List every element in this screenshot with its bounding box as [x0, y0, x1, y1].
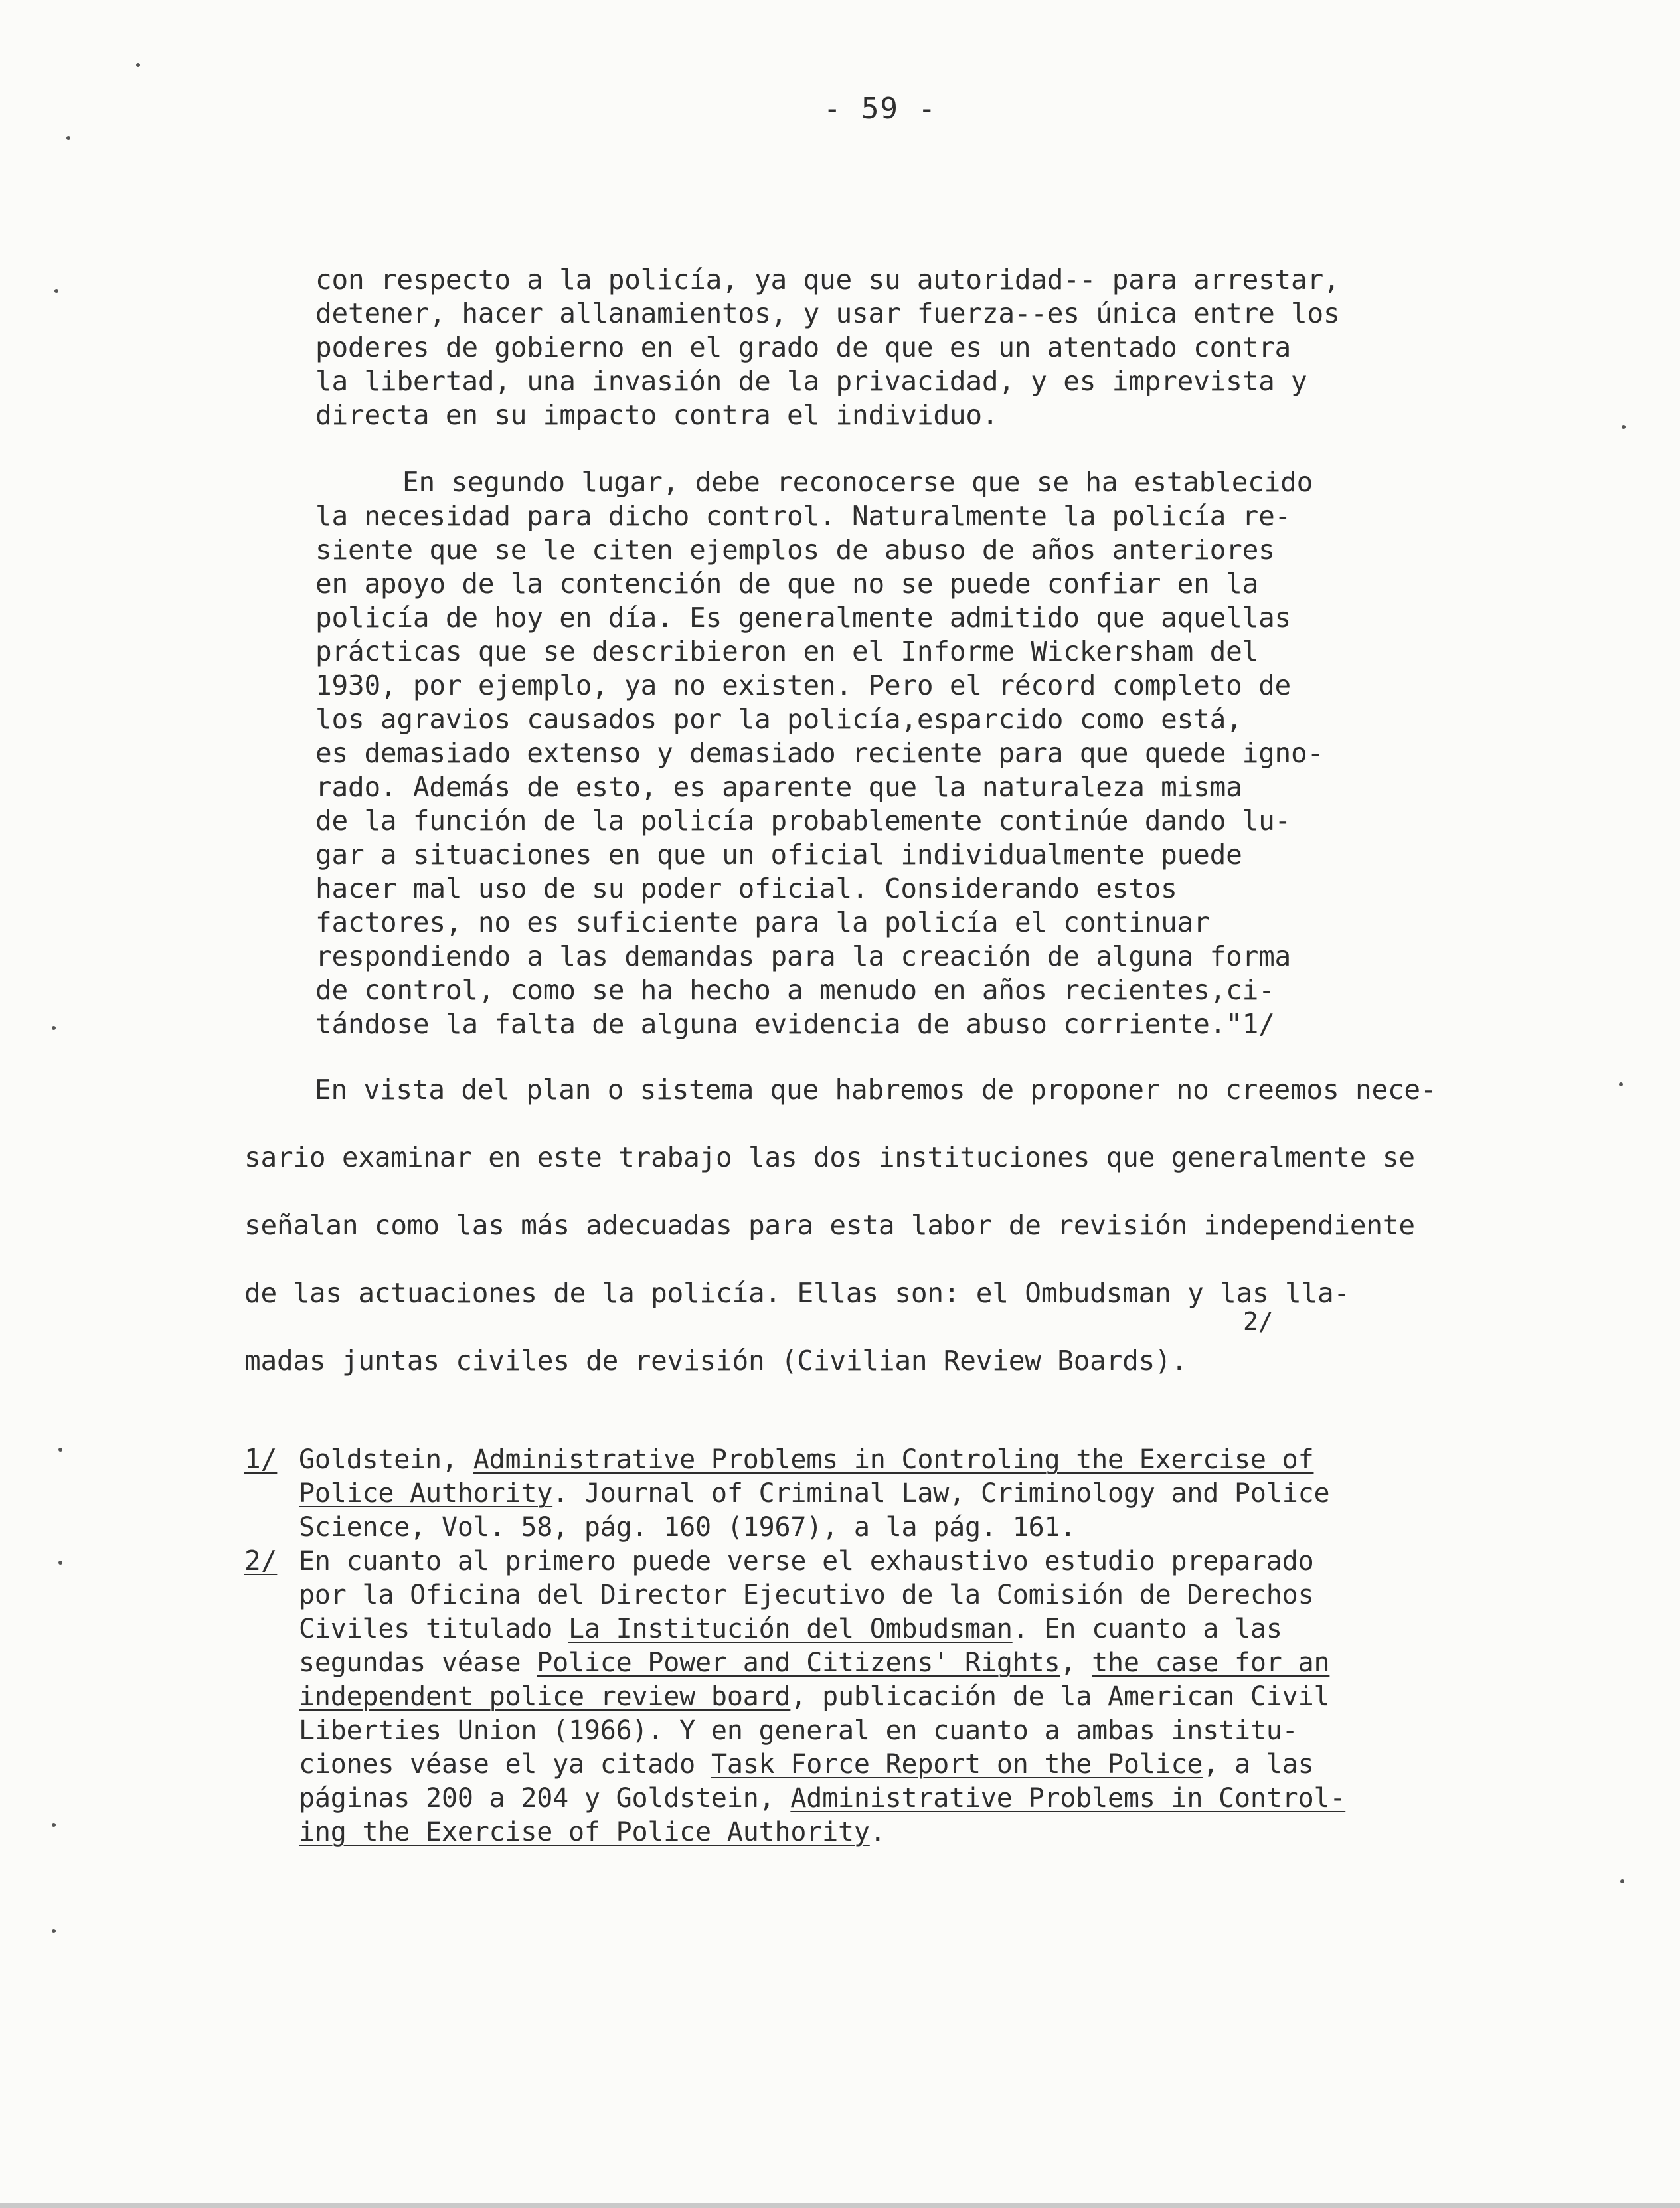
footnote-line: [299, 1680, 1329, 1714]
scan-speck: [52, 1929, 56, 1933]
scan-speck: [54, 289, 58, 293]
quote-line: es demasiado extenso y demasiado reciente para que quede igno-: [315, 737, 1324, 769]
scan-bottom-edge: [0, 2203, 1680, 2208]
footnote-title-run: Police Authority: [299, 1478, 553, 1509]
quote-line: de control, como se ha hecho a menudo en años recientes,ci-: [315, 974, 1275, 1006]
footnote-line: [299, 1816, 886, 1849]
footnote-text-run: Liberties Union (1966). Y en general en cuanto a ambas institu-: [299, 1715, 1298, 1746]
footnote-text-run: por la Oficina del Director Ejecutivo de la Comisión de Derechos: [299, 1580, 1314, 1610]
scan-speck: [58, 1561, 62, 1565]
footnote-line: [299, 1612, 1282, 1646]
footnote-line: [299, 1511, 1076, 1545]
footnote-reference: 2/: [1243, 1307, 1274, 1336]
scan-speck: [1622, 425, 1626, 429]
quote-line: la libertad, una invasión de la privacidad, y es imprevista y: [315, 365, 1307, 397]
quote-line: directa en su impacto contra el individuo.: [315, 399, 999, 431]
quote-line: de la función de la policía probablemente continúe dando lu-: [315, 805, 1292, 837]
body-line: En vista del plan o sistema que habremos de proponer no creemos nece-: [315, 1074, 1437, 1106]
footnote-text-run: Civiles titulado: [299, 1614, 568, 1644]
quote-line: rado. Además de esto, es aparente que la naturaleza misma: [315, 771, 1242, 803]
scan-speck: [66, 136, 70, 140]
footnote-marker: 1/: [244, 1443, 278, 1475]
quote-line: los agravios causados por la policía,esparcido como está,: [315, 703, 1242, 735]
footnote-line: [299, 1477, 1329, 1511]
footnote-text-run: , publicación de la American Civil: [790, 1681, 1330, 1712]
footnote-text-run: , a las: [1203, 1749, 1314, 1780]
footnote-line: [299, 1714, 1298, 1748]
footnote-line: [299, 1782, 1345, 1816]
quote-line: con respecto a la policía, ya que su autoridad-- para arrestar,: [315, 264, 1340, 296]
footnote-title-run: Administrative Problems in Controling the Exercise of: [473, 1444, 1314, 1475]
scan-speck: [1620, 1879, 1624, 1883]
footnote-text-run: páginas 200 a 204 y Goldstein,: [299, 1783, 791, 1814]
quote-line: tándose la falta de alguna evidencia de abuso corriente."1/: [315, 1008, 1275, 1040]
quote-line: detener, hacer allanamientos, y usar fuerza--es única entre los: [315, 297, 1340, 329]
footnote-text-run: . En cuanto a las: [1012, 1614, 1282, 1644]
footnote-text-run: . Journal of Criminal Law, Criminology and Police: [552, 1478, 1330, 1509]
footnote-text-run: En cuanto al primero puede verse el exhaustivo estudio preparado: [299, 1546, 1314, 1576]
quote-line: gar a situaciones en que un oficial individualmente puede: [315, 839, 1242, 871]
footnote-title-run: independent police review board: [299, 1681, 791, 1712]
page-number: - 59 -: [823, 92, 937, 126]
body-line: señalan como las más adecuadas para esta labor de revisión independiente: [244, 1209, 1415, 1241]
quote-line: en apoyo de la contención de que no se puede confiar en la: [315, 568, 1259, 600]
scan-speck: [52, 1026, 56, 1030]
body-line: de las actuaciones de la policía. Ellas son: el Ombudsman y las lla-: [244, 1277, 1350, 1309]
footnote-title-run: Administrative Problems in Control-: [790, 1783, 1346, 1814]
quote-line: poderes de gobierno en el grado de que es un atentado contra: [315, 331, 1292, 363]
footnote-title-run: ing the Exercise of Police Authority: [299, 1817, 870, 1847]
footnote-line: [299, 1748, 1313, 1782]
scan-speck: [136, 63, 140, 67]
quote-line: policía de hoy en día. Es generalmente admitido que aquellas: [315, 602, 1292, 634]
quote-line: prácticas que se describieron en el Informe Wickersham del: [315, 636, 1259, 667]
quote-line: hacer mal uso de su poder oficial. Considerando estos: [315, 873, 1177, 904]
quote-line: la necesidad para dicho control. Naturalmente la policía re-: [315, 500, 1292, 532]
footnote-text-run: Goldstein,: [299, 1444, 473, 1475]
scan-speck: [52, 1823, 56, 1827]
footnote-line: [299, 1646, 1329, 1680]
quote-line: factores, no es suficiente para la policía el continuar: [315, 906, 1210, 938]
footnote-line: [299, 1545, 1313, 1578]
footnote-text-run: segundas véase: [299, 1648, 537, 1678]
scan-speck: [1619, 1082, 1623, 1086]
footnote-title-run: Police Power and Citizens' Rights: [537, 1648, 1060, 1678]
footnote-title-run: La Institución del Ombudsman: [568, 1614, 1013, 1644]
footnote-title-run: Task Force Report on the Police: [711, 1749, 1203, 1780]
footnote-text-run: .: [869, 1817, 886, 1847]
quote-line: En segundo lugar, debe reconocerse que se ha establecido: [402, 466, 1313, 498]
footnote-marker: 2/: [244, 1545, 278, 1576]
footnote-line: [299, 1443, 1313, 1477]
body-line: madas juntas civiles de revisión (Civilian Review Boards).: [244, 1345, 1188, 1377]
footnote-text-run: ciones véase el ya citado: [299, 1749, 711, 1780]
quote-line: respondiendo a las demandas para la creación de alguna forma: [315, 940, 1292, 972]
quote-line: 1930, por ejemplo, ya no existen. Pero el récord completo de: [315, 669, 1292, 701]
body-line: sario examinar en este trabajo las dos instituciones que generalmente se: [244, 1142, 1415, 1173]
footnote-text-run: ,: [1060, 1648, 1092, 1678]
footnote-line: [299, 1578, 1313, 1612]
quote-line: siente que se le citen ejemplos de abuso de años anteriores: [315, 534, 1275, 566]
footnote-title-run: the case for an: [1092, 1648, 1330, 1678]
scan-speck: [58, 1448, 62, 1452]
footnote-text-run: Science, Vol. 58, pág. 160 (1967), a la pág. 161.: [299, 1512, 1076, 1543]
